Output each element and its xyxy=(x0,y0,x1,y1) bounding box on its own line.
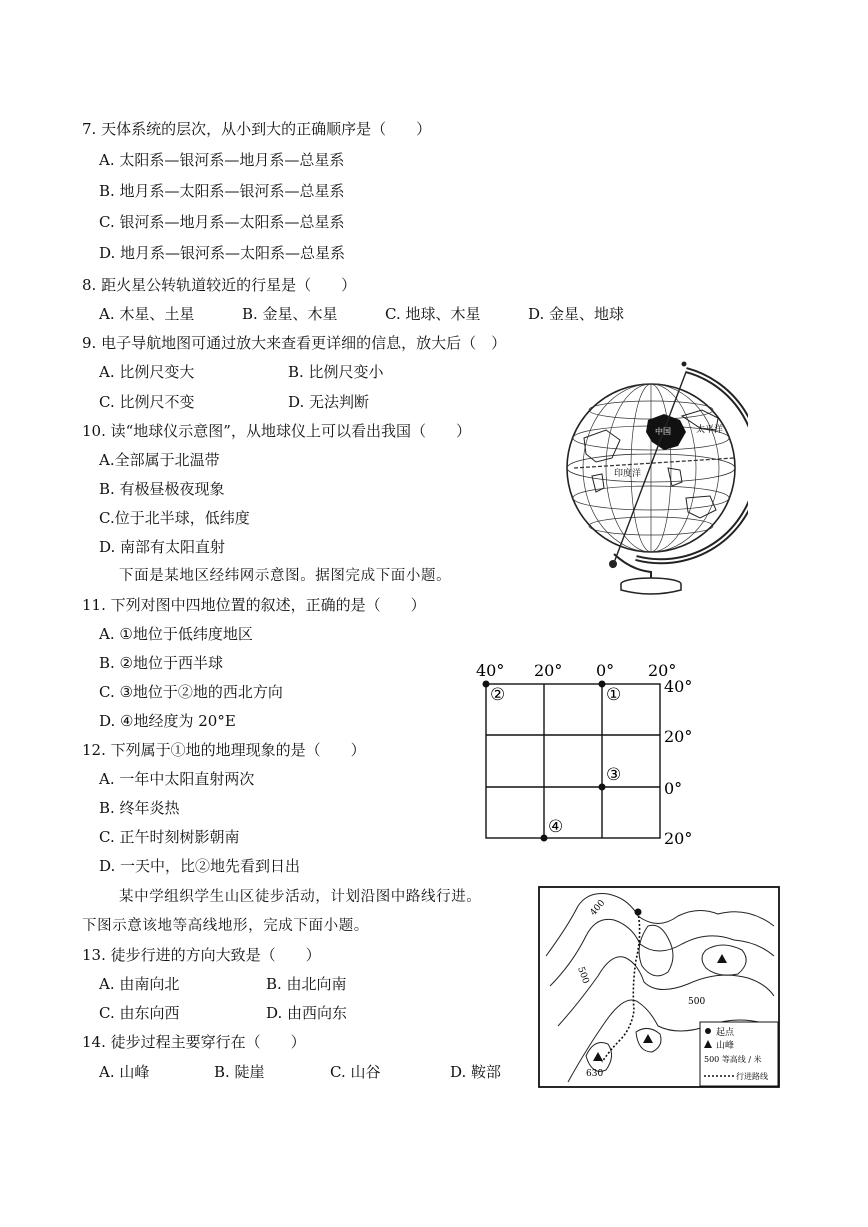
contour-label-500-a: 500 xyxy=(575,965,591,986)
point-1-dot xyxy=(599,681,606,688)
q10-option-b: B. 有极昼极夜现象 xyxy=(99,480,225,498)
q7-option-b: B. 地月系—太阳系—银河系—总星系 xyxy=(99,182,345,200)
q12-option-c: C. 正午时刻树影朝南 xyxy=(99,828,240,846)
intro-13-line2: 下图示意该地等高线地形，完成下面小题。 xyxy=(82,918,369,934)
legend-start: 起点 xyxy=(716,1028,735,1038)
point-2-dot xyxy=(483,681,490,688)
q11-option-d: D. ④地经度为 20°E xyxy=(99,712,236,730)
lon-label-0: 0° xyxy=(596,661,615,680)
lon-label-20e: 20° xyxy=(648,661,677,680)
contour-label-500-b: 500 xyxy=(688,997,706,1007)
start-point-icon xyxy=(635,909,642,916)
point-4-label: ④ xyxy=(548,817,564,837)
q11-option-b: B. ②地位于西半球 xyxy=(99,654,224,672)
legend-peak: 山峰 xyxy=(716,1041,735,1051)
globe-label-china: 中国 xyxy=(655,427,671,436)
lon-label-20w: 20° xyxy=(534,661,563,680)
q14-stem: 14. 徒步过程主要穿行在（ ） xyxy=(82,1033,306,1051)
contour-map xyxy=(538,886,782,1090)
q11-option-a: A. ①地位于低纬度地区 xyxy=(99,625,253,643)
q12-option-b: B. 终年炎热 xyxy=(99,799,180,817)
q12-stem: 12. 下列属于①地的地理现象的是（ ） xyxy=(82,741,366,759)
q7-option-a: A. 太阳系—银河系—地月系—总星系 xyxy=(99,151,345,169)
q8-option-a: A. 木星、土星 xyxy=(99,305,195,323)
q7-option-c: C. 银河系—地月系—太阳系—总星系 xyxy=(99,213,345,231)
legend-start-icon xyxy=(705,1028,711,1034)
legend-contour: 500 等高线 / 米 xyxy=(704,1055,762,1064)
q14-option-b: B. 陡崖 xyxy=(214,1063,265,1081)
q12-option-d: D. 一天中，比②地先看到日出 xyxy=(99,857,301,875)
q14-option-c: C. 山谷 xyxy=(330,1063,381,1081)
point-3-label: ③ xyxy=(606,765,622,785)
lat-label-40n: 40° xyxy=(664,677,693,696)
q11-option-c: C. ③地位于②地的西北方向 xyxy=(99,683,283,701)
globe-figure xyxy=(556,358,748,598)
q10-option-c: C.位于北半球，低纬度 xyxy=(99,509,250,527)
lat-label-20s: 20° xyxy=(664,829,693,848)
q8-stem: 8. 距火星公转轨道较近的行星是（ ） xyxy=(82,276,357,294)
lat-label-20n: 20° xyxy=(664,727,693,746)
q10-stem: 10. 读“地球仪示意图”，从地球仪上可以看出我国（ ） xyxy=(82,422,471,440)
lat-long-grid-map xyxy=(470,656,700,852)
point-1-label: ① xyxy=(606,685,622,705)
q7-option-d: D. 地月系—银河系—太阳系—总星系 xyxy=(99,244,346,262)
point-3-dot xyxy=(599,784,606,791)
q10-option-d: D. 南部有太阳直射 xyxy=(99,538,226,556)
q8-option-b: B. 金星、木星 xyxy=(242,305,338,323)
q8-option-d: D. 金星、地球 xyxy=(528,305,625,323)
point-2-label: ② xyxy=(490,685,506,705)
globe-label-india: 印度洋 xyxy=(614,469,642,479)
q9-option-a: A. 比例尺变大 xyxy=(99,363,195,381)
lon-label-40w: 40° xyxy=(476,661,505,680)
intro-13-line1: 某中学组织学生山区徒步活动，计划沿图中路线行进。 xyxy=(119,889,482,905)
lat-label-0: 0° xyxy=(664,779,683,798)
q10-option-a: A.全部属于北温带 xyxy=(99,451,220,469)
q13-option-b: B. 由北向南 xyxy=(266,975,347,993)
q8-option-c: C. 地球、木星 xyxy=(385,305,481,323)
contour-label-400: 400 xyxy=(588,898,608,918)
q11-stem: 11. 下列对图中四地位置的叙述，正确的是（ ） xyxy=(82,596,426,614)
q13-option-d: D. 由西向东 xyxy=(266,1004,348,1022)
q7-stem: 7. 天体系统的层次，从小到大的正确顺序是（ ） xyxy=(82,120,432,138)
peak-label-630: 630 xyxy=(586,1069,604,1079)
q13-option-c: C. 由东向西 xyxy=(99,1004,180,1022)
legend-route: 行进路线 xyxy=(736,1072,768,1081)
q13-option-a: A. 由南向北 xyxy=(99,975,180,993)
q9-option-d: D. 无法判断 xyxy=(288,393,370,411)
q14-option-a: A. 山峰 xyxy=(99,1063,150,1081)
intro-11: 下面是某地区经纬网示意图。据图完成下面小题。 xyxy=(119,568,452,584)
q13-stem: 13. 徒步行进的方向大致是（ ） xyxy=(82,946,321,964)
q14-option-d: D. 鞍部 xyxy=(450,1063,502,1081)
q9-option-b: B. 比例尺变小 xyxy=(288,363,384,381)
q9-option-c: C. 比例尺不变 xyxy=(99,393,195,411)
point-4-dot xyxy=(541,835,548,842)
globe-label-pacific: 太平洋 xyxy=(696,425,724,435)
q9-stem: 9. 电子导航地图可通过放大来查看更详细的信息，放大后（ ） xyxy=(82,334,507,352)
q12-option-a: A. 一年中太阳直射两次 xyxy=(99,770,255,788)
